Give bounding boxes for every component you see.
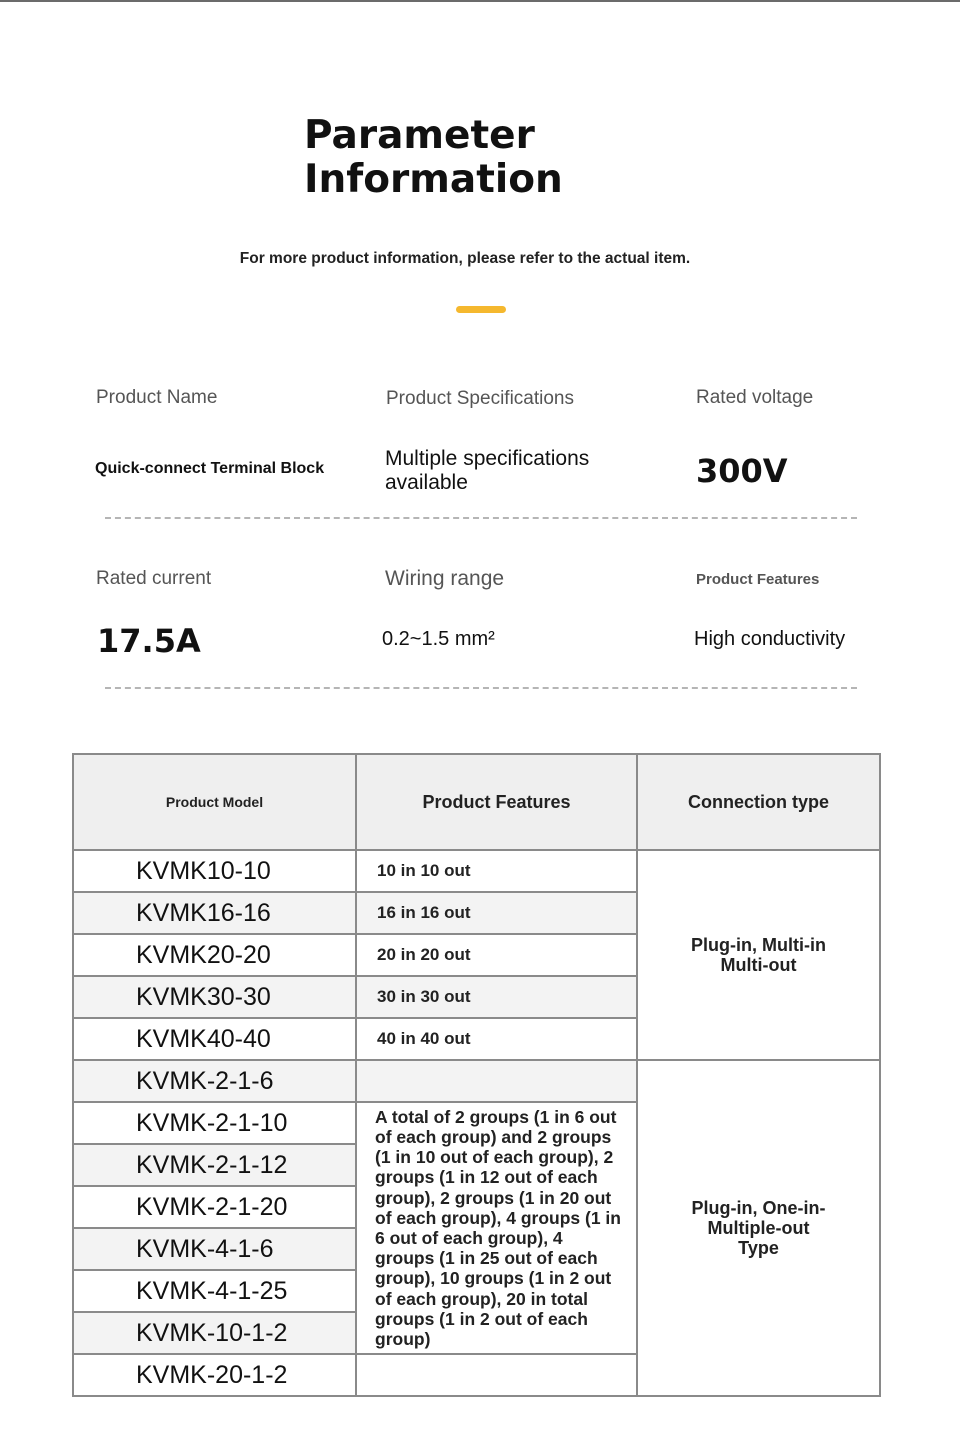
wiring-range-label: Wiring range [385, 567, 505, 590]
table-header-row [73, 754, 880, 850]
group-features-description: A total of 2 groups (1 in 6 out of each group) and 2 groups (1 in 10 out of each group), 2 groups (1 in 12 out of each group), 2 groups (1 in 20 out of each group), 4 groups (1 in 6 out of each group), 4 groups (1 in 25 out of each group), 10 groups (1 in 2 out of each group), 20 in total groups (1 in 2 out of each group) [356, 1102, 637, 1354]
model-cell: KVMK30-30 [73, 976, 356, 1018]
model-cell: KVMK16-16 [73, 892, 356, 934]
model-cell: KVMK-2-1-12 [73, 1144, 356, 1186]
feature-cell: 40 in 40 out [356, 1018, 637, 1060]
title-line-1: Parameter [304, 113, 535, 158]
rated-current-label: Rated current [96, 568, 212, 589]
page-title [304, 114, 704, 202]
model-cell: KVMK-4-1-6 [73, 1228, 356, 1270]
rated-voltage-label: Rated voltage [696, 387, 814, 408]
divider-2 [105, 687, 857, 689]
feature-cell: 10 in 10 out [356, 850, 637, 892]
connection-text: Plug-in, Multi-in Multi-out [691, 934, 826, 975]
connection-cell-multi [637, 850, 880, 1060]
accent-bar [456, 306, 506, 313]
feature-cell: 30 in 30 out [356, 976, 637, 1018]
model-cell: KVMK10-10 [73, 850, 356, 892]
title-line-2: Information [304, 157, 563, 202]
product-name-value: Quick-connect Terminal Block [95, 460, 325, 477]
product-name-label: Product Name [96, 387, 218, 408]
feature-cell: 16 in 16 out [356, 892, 637, 934]
feature-cell-empty [356, 1060, 637, 1102]
page-subtitle: For more product information, please refer to the actual item. [239, 250, 691, 267]
model-cell: KVMK-2-1-20 [73, 1186, 356, 1228]
model-cell: KVMK-4-1-25 [73, 1270, 356, 1312]
header-product-model: Product Model [73, 754, 356, 850]
rated-current-value: 17.5A [97, 622, 201, 660]
model-cell: KVMK-2-1-10 [73, 1102, 356, 1144]
top-rule [0, 0, 960, 2]
connection-text: Plug-in, One-in-Multiple-out Type [691, 1197, 826, 1258]
table-row [73, 850, 880, 892]
model-cell: KVMK40-40 [73, 1018, 356, 1060]
wiring-range-value: 0.2~1.5 mm² [382, 628, 495, 650]
header-connection-type: Connection type [637, 754, 880, 850]
feature-cell: 20 in 20 out [356, 934, 637, 976]
product-specifications-value: Multiple specifications available [385, 447, 590, 494]
rated-voltage-value: 300V [696, 452, 788, 490]
header-product-features: Product Features [356, 754, 637, 850]
model-table [72, 753, 881, 1397]
model-cell: KVMK-2-1-6 [73, 1060, 356, 1102]
product-features-label: Product Features [696, 571, 820, 588]
product-specifications-label: Product Specifications [386, 388, 574, 409]
product-features-value: High conductivity [694, 628, 846, 650]
divider-1 [105, 517, 857, 519]
feature-cell-empty [356, 1354, 637, 1396]
table-row [73, 1060, 880, 1102]
model-cell: KVMK20-20 [73, 934, 356, 976]
model-cell: KVMK-20-1-2 [73, 1354, 356, 1396]
model-cell: KVMK-10-1-2 [73, 1312, 356, 1354]
connection-cell-one-in-multi [637, 1060, 880, 1396]
